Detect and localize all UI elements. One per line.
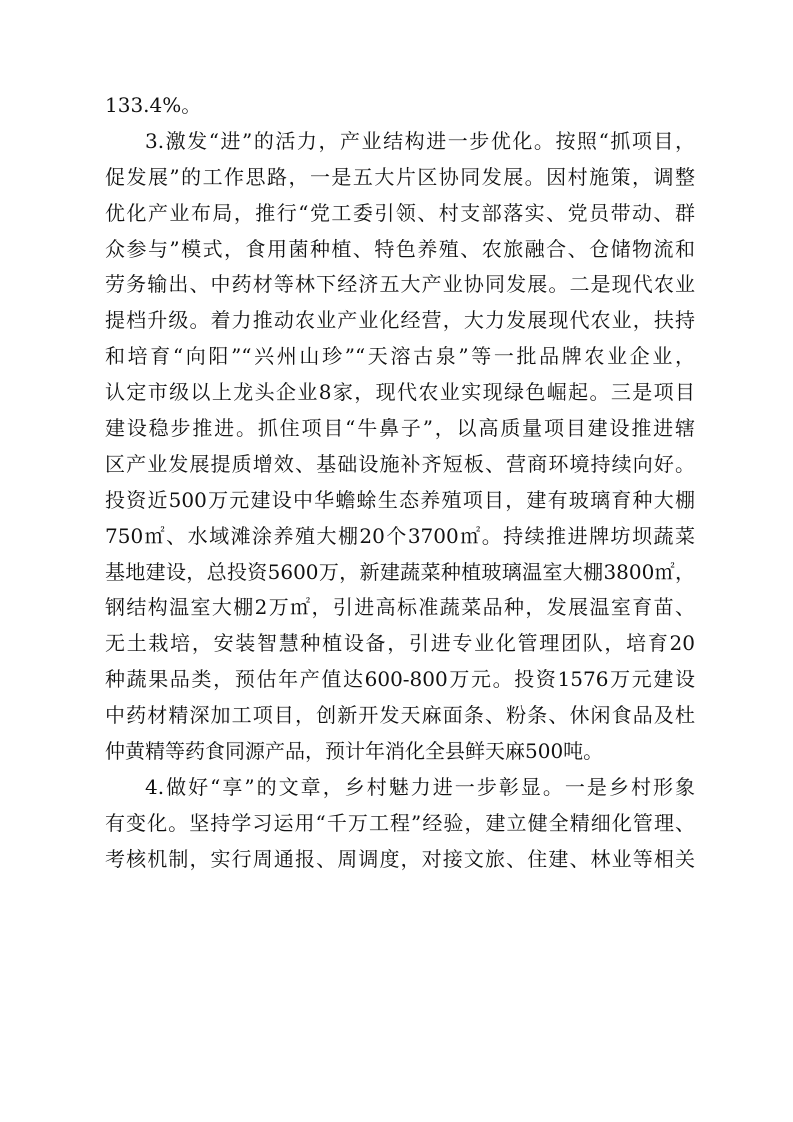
text-line: 建设稳步推进。抓住项目“牛鼻子”，以高质量项目建设推进辖 xyxy=(105,416,695,441)
text-line: 750㎡、水域滩涂养殖大棚20个3700㎡。持续推进牌坊坝蔬菜 xyxy=(105,523,695,548)
text-line: 和培育“向阳”“兴州山珍”“天溶古泉”等一批品牌农业企业， xyxy=(105,344,695,369)
text-line: 提档升级。着力推动农业产业化经营，大力发展现代农业，扶持 xyxy=(105,308,695,333)
text-line: 3.激发“进”的活力，产业结构进一步优化。按照“抓项目， xyxy=(145,128,695,153)
text-line: 4.做好“享”的文章，乡村魅力进一步彰显。一是乡村形象 xyxy=(145,774,695,799)
body-text xyxy=(105,88,695,878)
text-line: 区产业发展提质增效、基础设施补齐短板、营商环境持续向好。 xyxy=(105,451,695,476)
text-line: 种蔬果品类，预估年产值达600-800万元。投资1576万元建设 xyxy=(105,667,695,692)
text-line: 认定市级以上龙头企业8家，现代农业实现绿色崛起。三是项目 xyxy=(105,380,695,405)
text-line: 中药材精深加工项目，创新开发天麻面条、粉条、休闲食品及杜 xyxy=(105,703,695,728)
text-line: 投资近500万元建设中华蟾蜍生态养殖项目，建有玻璃育种大棚 xyxy=(105,487,695,512)
text-line: 优化产业布局，推行“党工委引领、村支部落实、党员带动、群 xyxy=(105,200,695,225)
text-line: 仲黄精等药食同源产品，预计年消化全县鲜天麻500吨。 xyxy=(105,739,604,764)
text-line: 133.4%。 xyxy=(105,93,202,117)
text-line: 基地建设，总投资5600万，新建蔬菜种植玻璃温室大棚3800㎡， xyxy=(105,559,695,584)
text-line: 钢结构温室大棚2万㎡，引进高标准蔬菜品种，发展温室育苗、 xyxy=(105,595,695,620)
text-line: 考核机制，实行周通报、周调度，对接文旅、住建、林业等相关 xyxy=(105,846,695,871)
text-line: 促发展”的工作思路，一是五大片区协同发展。因村施策，调整 xyxy=(105,164,695,189)
text-line: 劳务输出、中药材等林下经济五大产业协同发展。二是现代农业 xyxy=(105,272,695,297)
text-line: 无土栽培，安装智慧种植设备，引进专业化管理团队，培育20 xyxy=(105,631,695,656)
text-line: 众参与”模式，食用菌种植、特色养殖、农旅融合、仓储物流和 xyxy=(105,236,695,261)
text-line: 有变化。坚持学习运用“千万工程”经验，建立健全精细化管理、 xyxy=(105,810,695,835)
